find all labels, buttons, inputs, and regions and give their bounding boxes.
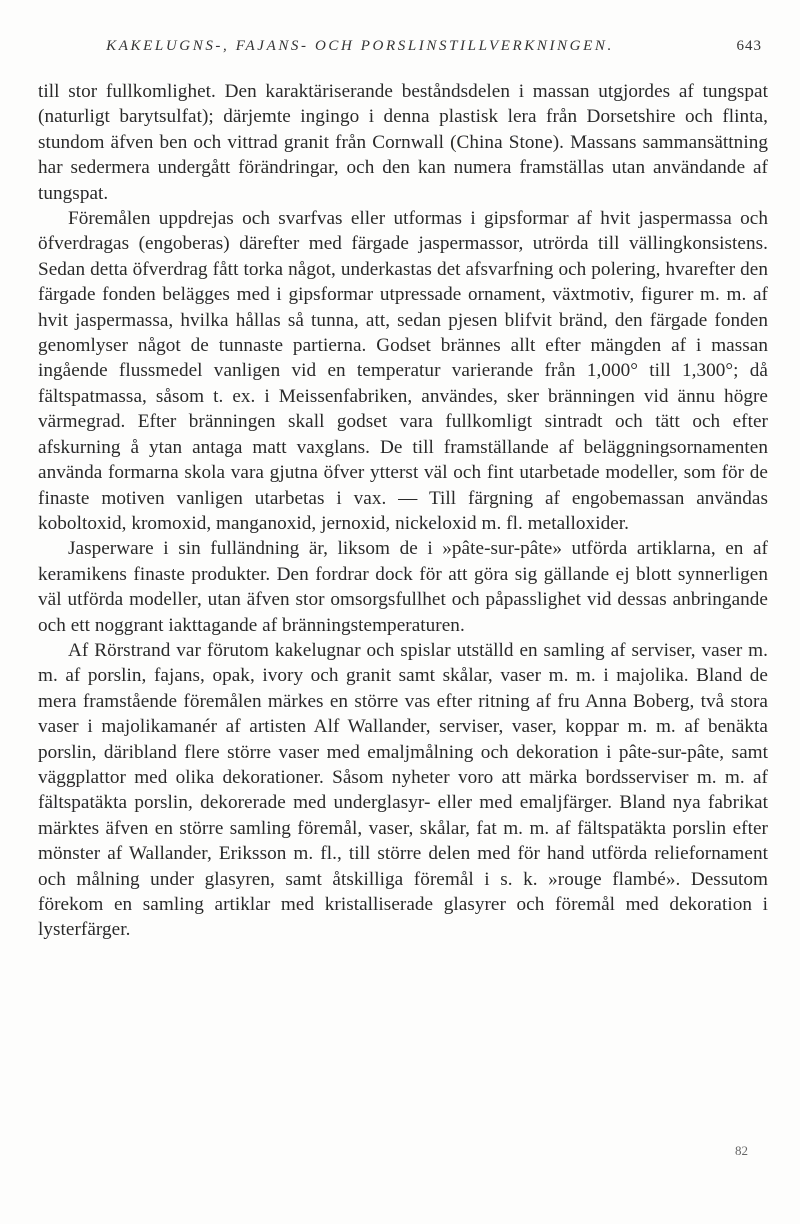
paragraph-continued: till stor fullkomlighet. Den karaktäriserande beståndsdelen i massan utgjordes af tungspat (naturligt barytsulfat); därjemte ingingo i denna plastisk lera från Dorsetshire och flinta, stundom äfven ben och vittrad granit från Cornwall (China Stone). Massans sammansättning har sedermera undergått förändringar, och den kan numera framställas utan användande af tungspat. xyxy=(38,81,768,204)
running-header xyxy=(38,38,762,64)
paragraph-jaspermassa-process: Föremålen uppdrejas och svarfvas eller utformas i gipsformar af hvit jaspermassa och öfverdragas (engoberas) därefter med färgade jaspermassor, utrörda till vällingkonsistens. Sedan detta öfverdrag fått torka något, underkastas det afsvarfning och polering, hvarefter den färgade fonden belägges med i gipsformar utpressade ornament, växtmotiv, figurer m. m. af hvit jaspermassa, hvilka hållas så tunna, att, sedan pjesen blifvit bränd, den färgade fonden genomlyser något de tunnaste partierna. Godset brännes allt efter mängden af i massan ingående flussmedel vanligen vid en temperatur varierande från 1,000° till 1,300°; då fältspatmassa, såsom t. ex. i Meissenfabriken, användes, sker bränningen vid ännu högre värmegrad. Efter bränningen skall godset vara fullkomligt sintradt och tätt och efter afskurning å ytan antaga matt vaxglans. De till framställande af beläggningsornamenten använda formarna skola vara gjutna öfver ytterst väl och fint utarbetade modeller, som för de finaste motiven vanligen utarbetas i vax. — Till färgning af engobemassan användas koboltoxid, kromoxid, manganoxid, jernoxid, nickeloxid m. fl. metalloxider. xyxy=(38,208,768,534)
page-number: 643 xyxy=(736,38,762,54)
paragraph-rorstrand: Af Rörstrand var förutom kakelugnar och spislar utställd en samling af serviser, vaser m. m. af porslin, fajans, opak, ivory och granit samt skålar, vaser m. m. i majolika. Bland de mera framstående föremålen märkes en större vas efter ritning af fru Anna Boberg, två stora vaser i majolikamanér af artisten Alf Wallander, serviser, vaser, koppar m. m. af benäkta porslin, däribland flere större vaser med emaljmålning och dekoration i pâte-sur-pâte, samt väggplattor med olika dekorationer. Såsom nyheter voro att märka bordsserviser m. m. af fältspatäkta porslin, dekorerade med underglasyr- eller med emaljfärger. Bland nya fabrikat märktes äfven en större samling föremål, vaser, skålar, fat m. m. af fältspatäkta porslin efter mönster af Wallander, Eriksson m. fl., till större delen med för hand utförda reliefornament och målning under glasyren, samt åtskilliga föremål i s. k. »rouge flambé». Dessutom förekom en samling artiklar med kristalliserade glasyrer och föremål med dekoration i lysterfärger. xyxy=(38,639,768,941)
running-title: KAKELUGNS-, FAJANS- OCH PORSLINSTILLVERKNINGEN. xyxy=(106,38,614,54)
paragraph-jasperware: Jasperware i sin fulländning är, liksom de i »pâte-sur-pâte» utförda artiklarna, en af keramikens finaste produkter. Den fordrar dock för att göra sig gällande ej blott synnerligen väl utförda modeller, utan äfven stor omsorgsfullhet och påpasslighet vid dessas anbringande och ett noggrant iakttagande af bränningstemperaturen. xyxy=(38,538,768,636)
body-text xyxy=(38,79,768,943)
signature-mark: 82 xyxy=(735,1143,748,1158)
